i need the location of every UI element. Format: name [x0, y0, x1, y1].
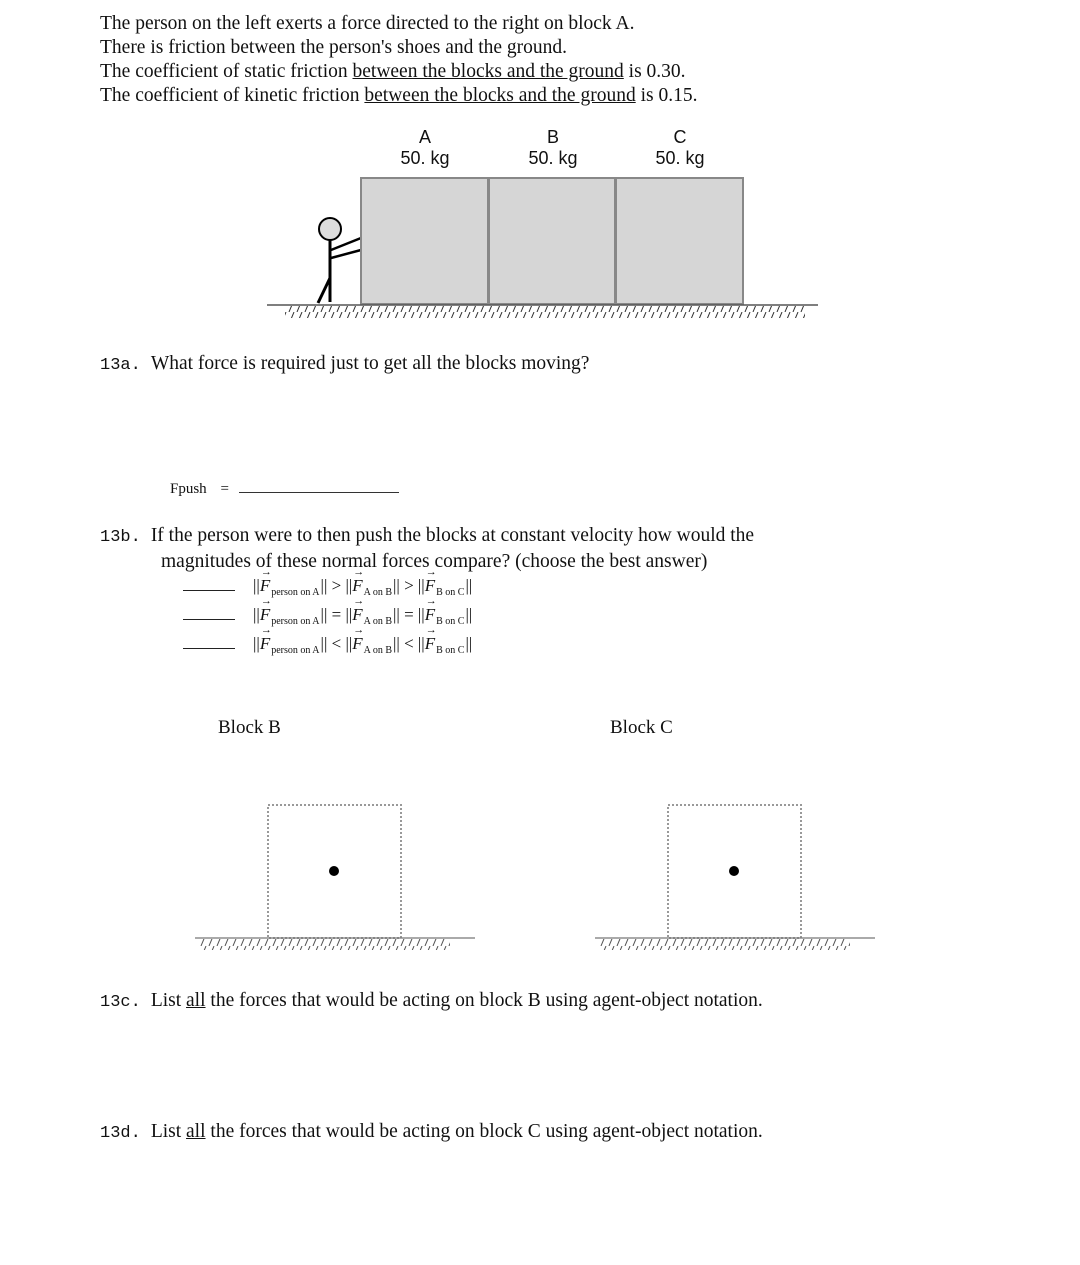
option-equal-op2: = — [404, 605, 414, 624]
question-13a-text: What force is required just to get all the blocks moving? — [150, 353, 590, 374]
sub-person-on-a: person on A — [271, 587, 320, 598]
option-less-op2: < — [404, 634, 414, 653]
question-13b-line-2: magnitudes of these normal forces compare? (choose the best answer) — [161, 551, 708, 572]
option-equal-op1: = — [331, 605, 342, 624]
intro-line-3-post: is 0.30. — [623, 61, 686, 82]
force-symbol: → F — [425, 605, 435, 625]
question-13c-underlined: all — [186, 990, 206, 1011]
option-equal-blank[interactable] — [183, 607, 235, 620]
blocks-diagram — [0, 0, 1080, 340]
option-greater: ||→ $F_{person on A}||$ > ||→ $F_{A on B}||$ > ||→ $F_{B on C}||$ — [183, 576, 472, 598]
sub-b-on-c: B on C — [436, 645, 465, 656]
option-greater-op2: > — [404, 576, 414, 595]
fpush-answer-line[interactable] — [239, 478, 399, 493]
option-less-op1: < — [331, 634, 342, 653]
question-13d-number: 13d. — [100, 1124, 141, 1143]
question-13d — [100, 1121, 763, 1143]
sub-a-on-b: A on B — [363, 616, 392, 627]
intro-line-2: There is friction between the person's shoes and the ground. — [100, 37, 568, 58]
block-c-mass: 50. kg — [655, 148, 705, 168]
block-b-name: B — [546, 127, 559, 147]
fpush-equals: = — [220, 481, 229, 497]
force-symbol: → F — [425, 576, 435, 596]
block-c — [616, 178, 743, 304]
free-body-diagrams — [0, 790, 1080, 960]
block-b-mass: 50. kg — [528, 148, 578, 168]
question-13c-pre: List — [150, 990, 187, 1011]
block-a — [361, 178, 488, 304]
fbd-c-center-dot[interactable] — [729, 866, 739, 876]
force-symbol: → F — [352, 634, 362, 654]
question-13c-post: the forces that would be acting on block B using agent-object notation. — [205, 990, 763, 1011]
force-symbol: → F — [260, 634, 270, 654]
fbd-block-b[interactable] — [195, 805, 475, 950]
sub-a-on-b: A on B — [363, 645, 392, 656]
intro-line-4-underlined: between the blocks and the ground — [364, 85, 636, 106]
intro-line-4-pre: The coefficient of kinetic friction — [100, 85, 365, 106]
ground-hatching — [285, 306, 805, 318]
question-13b-number: 13b. — [100, 528, 141, 547]
force-symbol: → F — [260, 605, 270, 625]
sub-person-on-a: person on A — [271, 616, 320, 627]
force-symbol: → F — [425, 634, 435, 654]
sub-b-on-c: B on C — [436, 587, 465, 598]
fbd-block-c[interactable] — [595, 805, 875, 950]
force-symbol: → F — [352, 605, 362, 625]
option-less-blank[interactable] — [183, 636, 235, 649]
question-13a — [100, 353, 589, 375]
sub-person-on-a: person on A — [271, 645, 320, 656]
person-figure — [318, 218, 361, 303]
option-less: ||→ $F_{person on A}||$ < ||→ $F_{A on B}||$ < ||→ $F_{B on C}||$ — [183, 634, 472, 656]
fpush-label: Fpush — [170, 481, 207, 497]
fpush-answer — [170, 478, 399, 498]
fbd-block-c-label: Block C — [610, 717, 673, 738]
force-symbol: → F — [352, 576, 362, 596]
question-13d-underlined: all — [186, 1121, 206, 1142]
question-13c-number: 13c. — [100, 993, 141, 1012]
intro-line-3-underlined: between the blocks and the ground — [352, 61, 624, 82]
question-13c — [100, 990, 763, 1012]
question-13d-post: the forces that would be acting on block C using agent-object notation. — [205, 1121, 763, 1142]
block-a-mass: 50. kg — [400, 148, 450, 168]
option-equal: ||→ $F_{person on A}||$ = ||→ $F_{A on B}||$ = ||→ $F_{B on C}||$ — [183, 605, 472, 627]
sub-a-on-b: A on B — [363, 587, 392, 598]
block-a-name: A — [418, 127, 431, 147]
intro-line-3-pre: The coefficient of static friction — [100, 61, 353, 82]
force-symbol: → F — [260, 576, 270, 596]
question-13d-pre: List — [150, 1121, 187, 1142]
intro-line-4-post: is 0.15. — [635, 85, 698, 106]
question-13a-number: 13a. — [100, 356, 141, 375]
fbd-b-center-dot[interactable] — [329, 866, 339, 876]
block-b — [489, 178, 615, 304]
intro-line-1: The person on the left exerts a force directed to the right on block A. — [100, 13, 635, 34]
question-13b-line-1: If the person were to then push the blocks at constant velocity how would the — [150, 525, 755, 546]
fbd-block-b-label: Block B — [218, 717, 281, 738]
option-greater-blank[interactable] — [183, 578, 235, 591]
option-greater-op1: > — [331, 576, 342, 595]
sub-b-on-c: B on C — [436, 616, 465, 627]
block-c-name: C — [673, 127, 687, 147]
